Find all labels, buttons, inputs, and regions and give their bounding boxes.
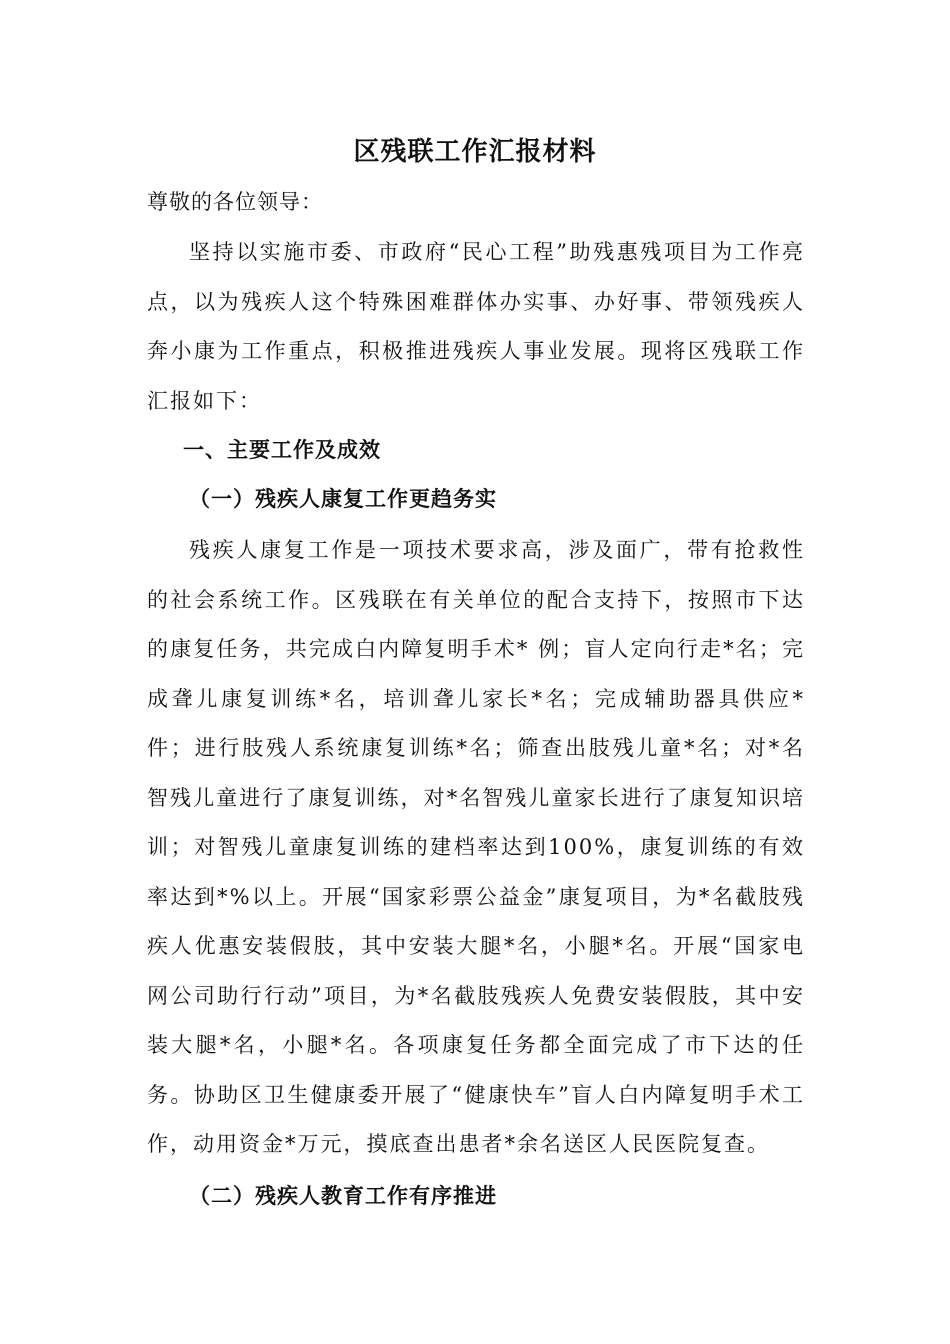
subsection-1-heading: （一）残疾人康复工作更趋务实 bbox=[189, 486, 497, 511]
salutation: 尊敬的各位领导： bbox=[147, 190, 323, 214]
document-title: 区残联工作汇报材料 bbox=[353, 137, 597, 167]
section-1-heading: 一、主要工作及成效 bbox=[183, 437, 381, 462]
subsection-2-heading: （二）残疾人教育工作有序推进 bbox=[189, 1183, 497, 1208]
intro-paragraph: 坚持以实施市委、市政府“民心工程”助残惠残项目为工作亮点，以为残疾人这个特殊困难群体办实事、办好事、带领残疾人奔小康为工作重点，积极推进残疾人事业发展。现将区残联工作汇报如下： bbox=[147, 240, 805, 413]
subsection-1-paragraph: 残疾人康复工作是一项技术要求高，涉及面广，带有抢救性的社会系统工作。区残联在有关单位的配合支持下，按照市下达的康复任务，共完成白内障复明手术* 例；盲人定向行走*名；完成聋儿康复训练*名，培训聋儿家长*名；完成辅助器具供应*件；进行肢残人系统康复训练*名；筛查出肢残儿童*名；对*名智残儿童进行了康复训练，对*名智残儿童家长进行了康复知识培训；对智残儿童康复训练的建档率达到100%，康复训练的有效率达到*%以上。开展“国家彩票公益金”康复项目，为*名截肢残疾人优惠安装假肢，其中安装大腿*名，小腿*名。开展“国家电网公司助行行动”项目，为*名截肢残疾人免费安装假肢，其中安装大腿*名，小腿*名。各项康复任务都全面完成了市下达的任务。协助区卫生健康委开展了“健康快车”盲人白内障复明手术工作，动用资金*万元，摸底查出患者*余名送区人民医院复查。 bbox=[147, 538, 805, 1156]
